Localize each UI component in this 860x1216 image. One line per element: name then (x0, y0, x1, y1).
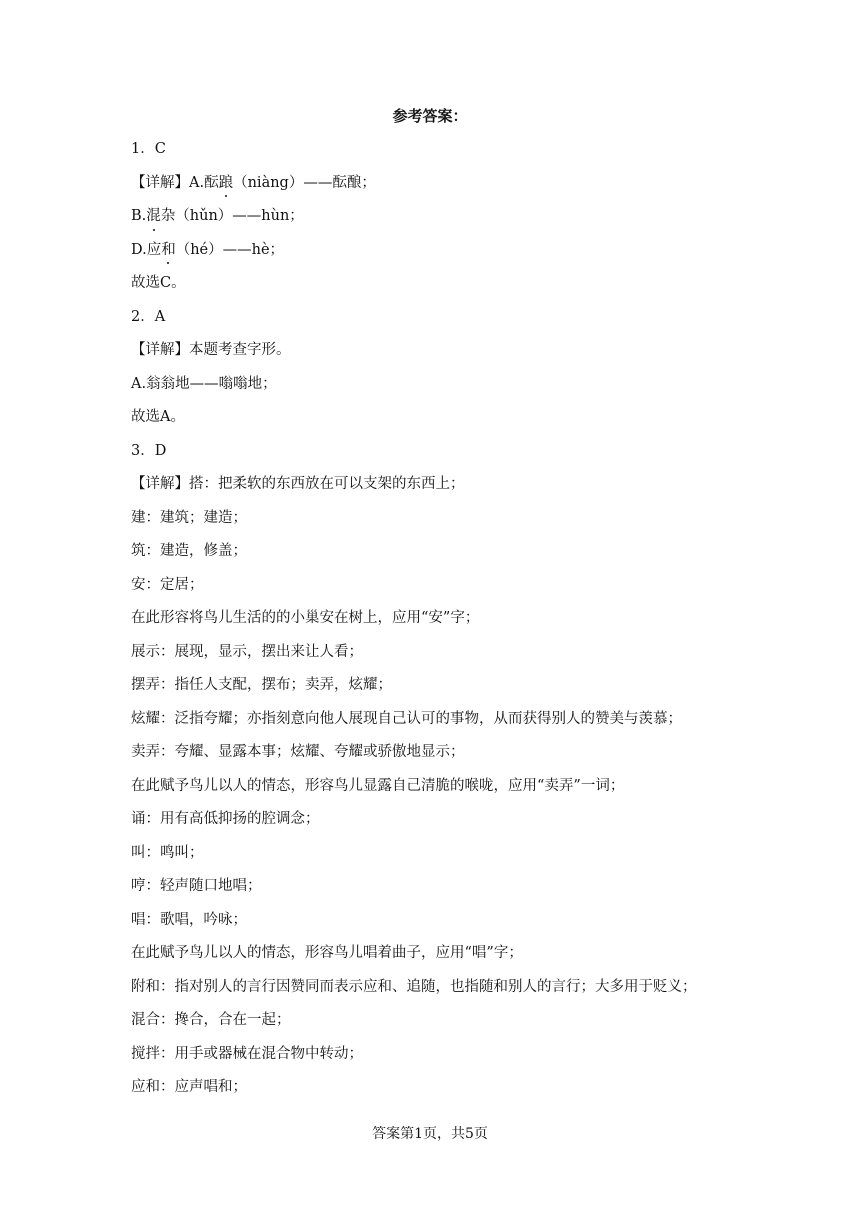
page-title: 参考答案： (392, 107, 468, 125)
line-text: 【详解】A.酝 (131, 174, 219, 191)
emphasis-dot-char: 混 (146, 200, 161, 234)
detail-line (131, 167, 751, 201)
line-text: 炫耀：泛指夸耀；亦指刻意向他人展现自己认可的事物，从而获得别人的赞美与羡慕； (131, 710, 682, 727)
line-text: 诵：用有高低抑扬的腔调念； (131, 811, 320, 827)
detail-line (131, 803, 751, 837)
detail-line (131, 937, 751, 971)
line-text: 混合：搀合，合在一起； (131, 1012, 291, 1028)
line-text: 卖弄：夸耀、显露本事；炫耀、夸耀或骄傲地显示； (131, 744, 465, 760)
detail-line (131, 636, 751, 670)
line-text: （hé）——hè； (175, 241, 285, 258)
detail-line (131, 669, 751, 703)
detail-line (131, 602, 751, 636)
line-text: 杂（hǔn）——hùn； (160, 208, 304, 224)
line-text: 故选A。 (131, 409, 185, 425)
line-text: 【详解】搭：把柔软的东西放在可以支架的东西上； (131, 476, 465, 492)
detail-line (131, 904, 751, 938)
detail-line (131, 703, 751, 737)
line-text: 附和：指对别人的言行因赞同而表示应和、追随，也指随和别人的言行；大多用于贬义； (131, 978, 697, 995)
detail-line (131, 334, 751, 368)
line-text: 1．C (131, 141, 166, 157)
detail-line (131, 535, 751, 569)
line-text: （niàng）——酝酿； (233, 174, 376, 191)
detail-line (131, 468, 751, 502)
line-text: 哼：轻声随口地唱； (131, 878, 262, 894)
conclusion-line (131, 267, 751, 301)
line-text: 筑：建造，修盖； (131, 543, 247, 559)
detail-line (131, 1004, 751, 1038)
detail-line (131, 569, 751, 603)
line-text: 在此形容将鸟儿生活的的小巢安在树上，应用“安”字； (131, 610, 480, 626)
line-text: 在此赋予鸟儿以人的情态，形容鸟儿显露自己清脆的喉咙，应用“卖弄”一词； (131, 777, 625, 794)
line-text: 叫：鸣叫； (131, 844, 204, 861)
detail-line (131, 870, 751, 904)
line-text: D.应 (131, 241, 162, 258)
line-text: 故选C。 (131, 275, 186, 291)
line-text: 应和：应声唱和； (131, 1079, 247, 1095)
detail-line (131, 736, 751, 770)
emphasis-dot-char: 踉 (219, 167, 234, 201)
answer-body (131, 133, 751, 1105)
conclusion-line (131, 401, 751, 435)
line-text: 安：定居； (131, 576, 204, 593)
detail-line (131, 971, 751, 1005)
line-text: 建：建筑；建造； (131, 509, 247, 526)
detail-line (131, 837, 751, 871)
line-text: 展示：展现，显示，摆出来让人看； (131, 643, 363, 660)
line-text: B. (131, 208, 147, 224)
answer-number-1 (131, 133, 751, 167)
emphasis-dot-char: 和 (161, 234, 176, 268)
line-text: 2．A (131, 308, 166, 325)
answer-number-3 (131, 435, 751, 469)
detail-line (131, 502, 751, 536)
line-text: 3．D (131, 442, 167, 459)
line-text: 摆弄：指任人支配，摆布；卖弄，炫耀； (131, 677, 392, 693)
page-footer: 答案第1页，共5页 (372, 1126, 488, 1142)
detail-line (131, 200, 751, 234)
detail-line (131, 368, 751, 402)
answer-number-2 (131, 301, 751, 335)
detail-line (131, 1071, 751, 1105)
line-text: 唱：歌唱，吟咏； (131, 911, 247, 928)
detail-line (131, 234, 751, 268)
line-text: 在此赋予鸟儿以人的情态，形容鸟儿唱着曲子，应用“唱”字； (131, 945, 523, 961)
line-text: A.翁翁地——嗡嗡地； (131, 375, 277, 392)
line-text: 搅拌：用手或器械在混合物中转动； (131, 1045, 363, 1062)
detail-line (131, 770, 751, 804)
detail-line (131, 1038, 751, 1072)
line-text: 【详解】本题考查字形。 (131, 342, 291, 358)
